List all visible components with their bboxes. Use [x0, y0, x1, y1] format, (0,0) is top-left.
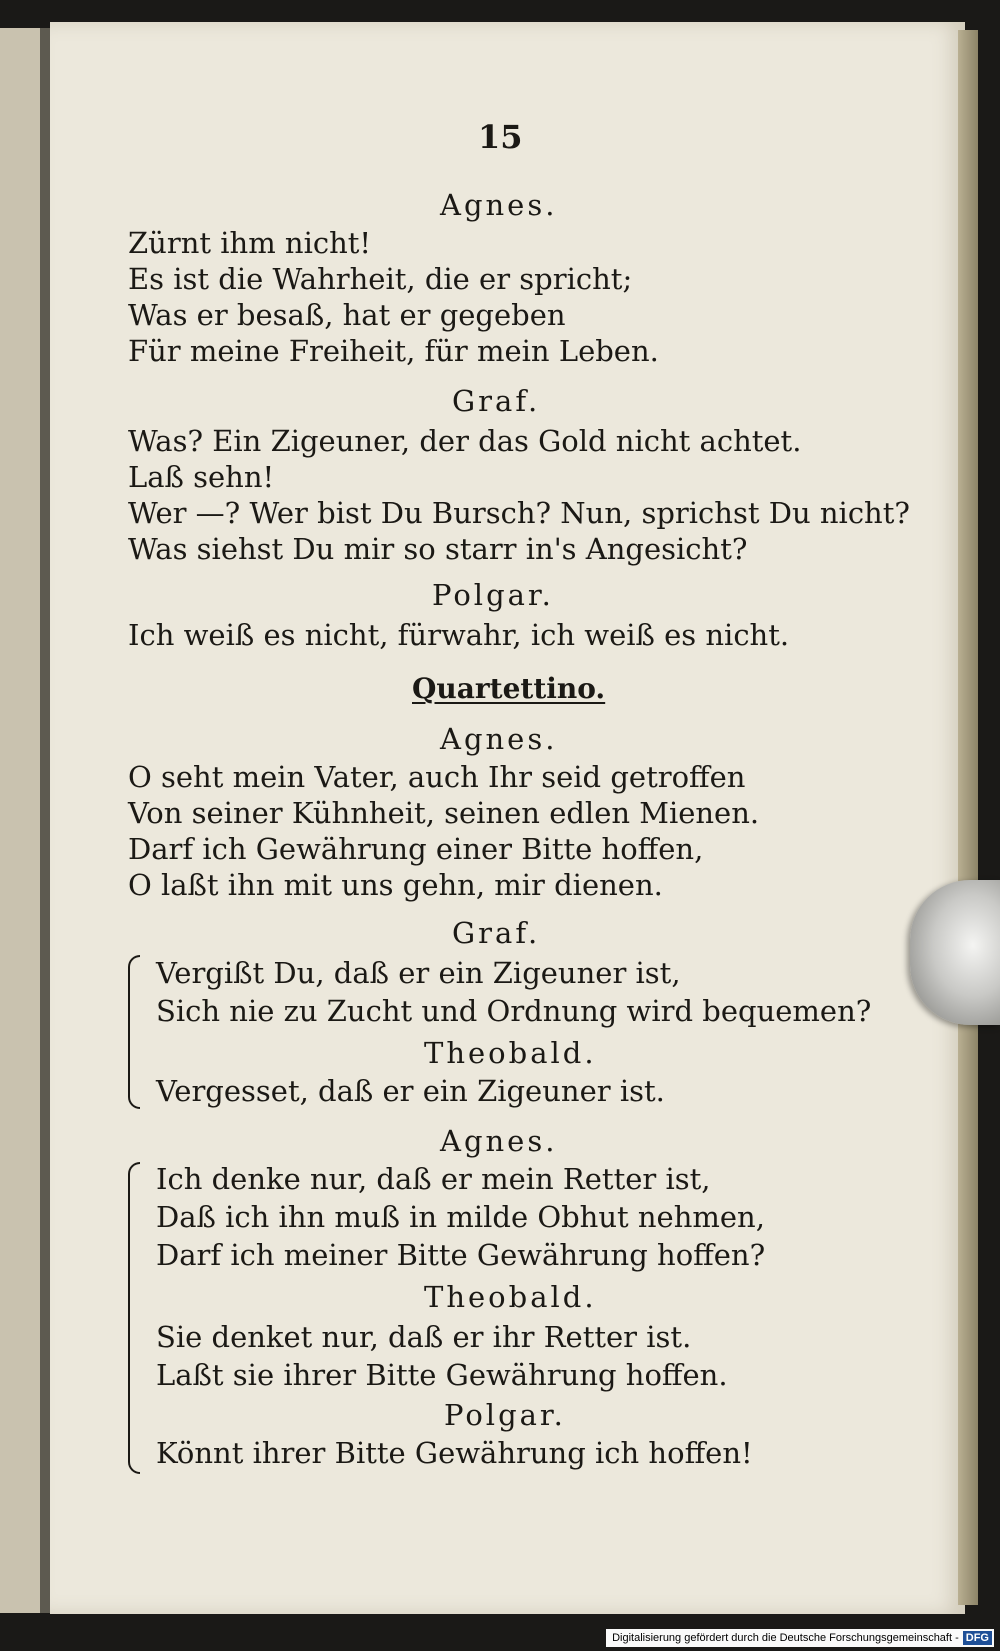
verse-line: Was er besaß, hat er gegeben: [128, 298, 566, 332]
footer-credit: [606, 1629, 994, 1647]
verse-line: Vergißt Du, daß er ein Zigeuner ist,: [156, 956, 681, 990]
dfg-logo: DFG: [963, 1631, 992, 1645]
verse-line: Sie denket nur, daß er ihr Retter ist.: [156, 1320, 692, 1354]
verse-line: Was? Ein Zigeuner, der das Gold nicht achtet.: [128, 424, 802, 458]
speaker-agnes: Agnes.: [440, 1124, 558, 1158]
speaker-polgar: Polgar.: [444, 1398, 566, 1432]
verse-line: Vergesset, daß er ein Zigeuner ist.: [156, 1074, 665, 1108]
verse-line: Daß ich ihn muß in milde Obhut nehmen,: [156, 1200, 765, 1234]
brace-agnes-theobald-polgar: [128, 1162, 140, 1474]
verse-line: Darf ich Gewährung einer Bitte hoffen,: [128, 832, 704, 866]
verse-line: Von seiner Kühnheit, seinen edlen Mienen.: [128, 796, 760, 830]
verse-line: Es ist die Wahrheit, die er spricht;: [128, 262, 633, 296]
speaker-theobald: Theobald.: [424, 1036, 597, 1070]
book-spine-shadow: [40, 28, 50, 1613]
verse-line: Für meine Freiheit, für mein Leben.: [128, 334, 659, 368]
speaker-graf: Graf.: [452, 916, 541, 950]
verse-line: Wer —? Wer bist Du Bursch? Nun, sprichst Du nicht?: [128, 496, 910, 530]
verse-line: O seht mein Vater, auch Ihr seid getroffen: [128, 760, 746, 794]
page-number: 15: [478, 118, 523, 156]
verse-line: Ich denke nur, daß er mein Retter ist,: [156, 1162, 711, 1196]
verse-line: Könnt ihrer Bitte Gewährung ich hoffen!: [156, 1436, 753, 1470]
verse-line: Sich nie zu Zucht und Ordnung wird bequemen?: [156, 994, 872, 1028]
speaker-agnes: Agnes.: [440, 188, 558, 222]
brace-graf-theobald: [128, 955, 140, 1109]
section-heading: Quartettino.: [412, 672, 606, 705]
verse-line: Zürnt ihm nicht!: [128, 226, 372, 260]
verse-line: Darf ich meiner Bitte Gewährung hoffen?: [156, 1238, 766, 1272]
verse-line: Laßt sie ihrer Bitte Gewährung hoffen.: [156, 1358, 728, 1392]
verse-line: Was siehst Du mir so starr in's Angesicht?: [128, 532, 748, 566]
speaker-polgar: Polgar.: [432, 578, 554, 612]
verse-line: O laßt ihn mit uns gehn, mir dienen.: [128, 868, 663, 902]
speaker-agnes: Agnes.: [440, 722, 558, 756]
page-stack-edge: [958, 30, 978, 1605]
speaker-graf: Graf.: [452, 384, 541, 418]
page-clip: [910, 880, 1000, 1025]
verse-line: Ich weiß es nicht, fürwahr, ich weiß es nicht.: [128, 618, 790, 652]
verse-line: Laß sehn!: [128, 460, 275, 494]
speaker-theobald: Theobald.: [424, 1280, 597, 1314]
footer-credit-text: Digitalisierung gefördert durch die Deutsche Forschungsgemeinschaft -: [612, 1632, 959, 1644]
